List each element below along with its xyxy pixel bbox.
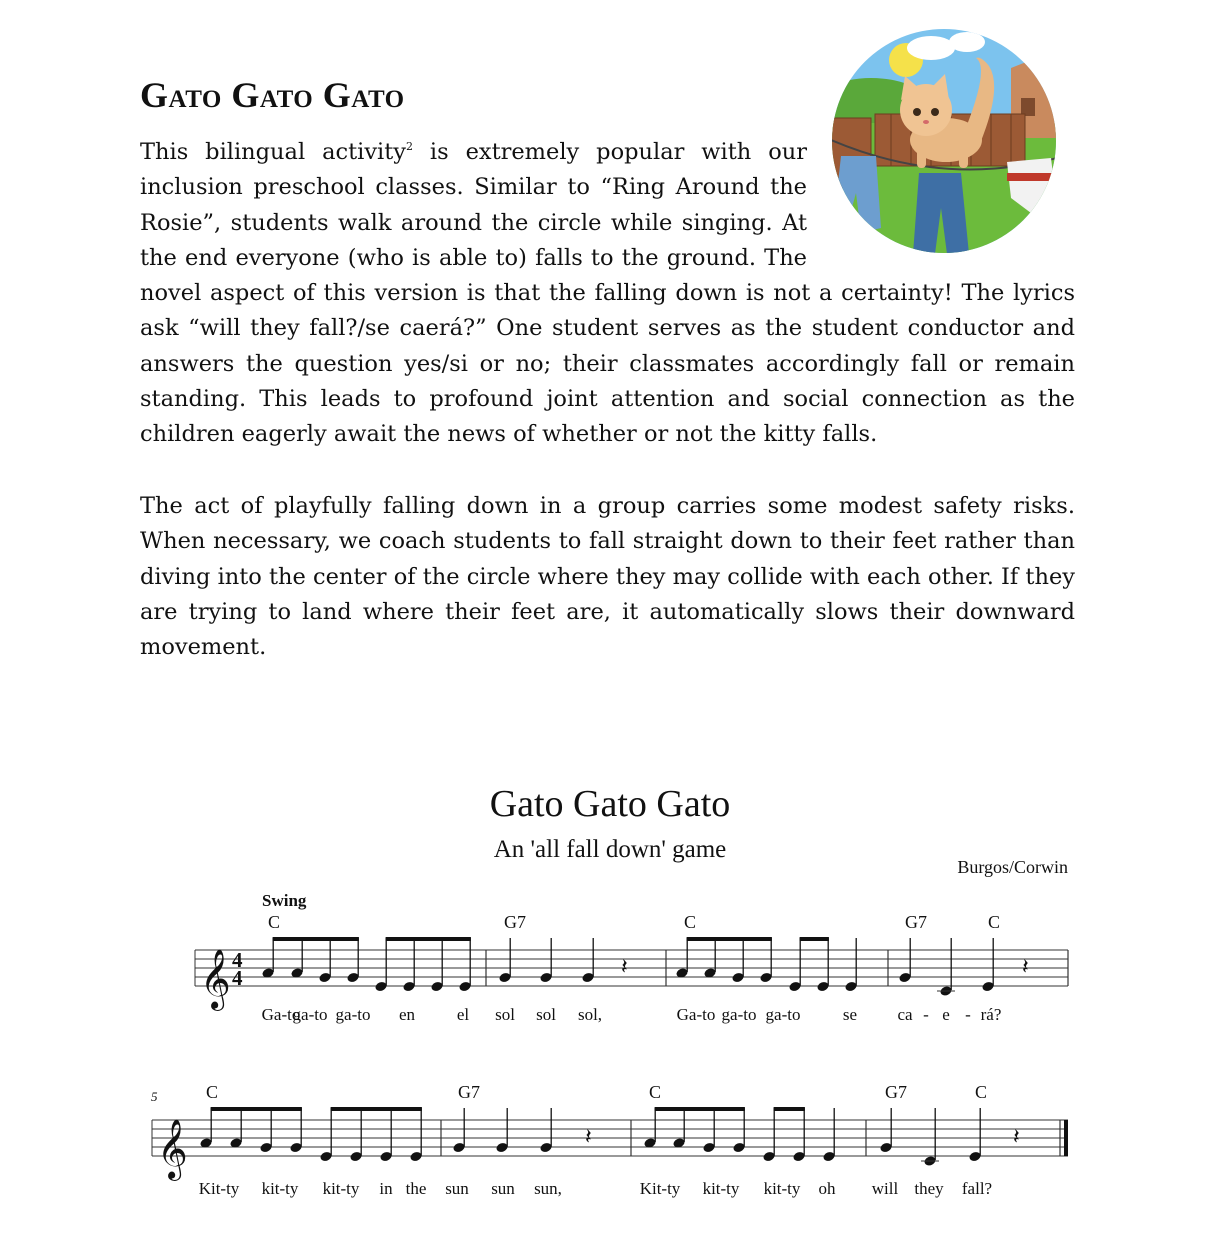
score-title: Gato Gato Gato: [489, 783, 731, 825]
score-subtitle: An 'all fall down' game: [493, 836, 727, 863]
tempo-marking: Swing: [262, 891, 307, 910]
treble-clef-icon: 𝄞: [200, 949, 231, 1009]
lyric-syllable: en: [398, 1005, 416, 1024]
lyric-syllable: will: [871, 1179, 899, 1198]
treble-clef-icon: 𝄞: [157, 1119, 188, 1179]
lyric-syllable: sol,: [577, 1005, 603, 1024]
lyric-syllable: ga-to: [765, 1005, 801, 1024]
note-beam: [211, 1107, 302, 1111]
lyric-syllable: -: [923, 1005, 929, 1024]
lyric-syllable: Kit-ty: [198, 1179, 240, 1198]
lyric-syllable: Kit-ty: [639, 1179, 681, 1198]
note-beam: [386, 937, 471, 941]
chord-symbol: G7: [885, 1082, 907, 1102]
chord-symbol: G7: [905, 912, 927, 932]
note-beam: [655, 1107, 745, 1111]
lyric-syllable: sun: [491, 1179, 515, 1198]
final-thick-barline: [1064, 1120, 1068, 1156]
lyric-syllable: ca: [897, 1005, 913, 1024]
lyric-syllable: ga-to: [335, 1005, 371, 1024]
chord-symbol: C: [268, 912, 281, 932]
chord-symbol: C: [975, 1082, 988, 1102]
lyric-syllable: sun: [445, 1179, 469, 1198]
lyric-syllable: kit-ty: [702, 1179, 740, 1198]
score-composer: Burgos/Corwin: [957, 857, 1068, 877]
note-beam: [774, 1107, 805, 1111]
lyric-syllable: sol: [495, 1005, 515, 1024]
footnote-marker: 2: [405, 140, 413, 153]
chord-symbol: C: [649, 1082, 662, 1102]
lyric-syllable: oh: [818, 1179, 836, 1198]
section-heading: Gato Gato Gato: [140, 75, 405, 115]
note-beam: [273, 937, 359, 941]
safety-paragraph: The act of playfully falling down in a group carries some modest safety risks. When necessary, we coach students to fall straight down to their feet rather than diving into the center of the circle where they may collide with each other. If they are trying to land where their feet are, it automatically slows their downward movement.: [140, 493, 1075, 661]
chord-symbol: G7: [458, 1082, 480, 1102]
lyric-syllable: e: [942, 1005, 950, 1024]
lyric-syllable: se: [842, 1005, 858, 1024]
intro-text-start: This bilingual activity: [140, 139, 406, 165]
lyric-syllable: -: [965, 1005, 971, 1024]
lyric-syllable: ga-to: [292, 1005, 328, 1024]
lyric-syllable: the: [405, 1179, 427, 1198]
lyric-syllable: Ga-to: [676, 1005, 716, 1024]
lyric-syllable: el: [456, 1005, 470, 1024]
note-beam: [331, 1107, 422, 1111]
chord-symbol: C: [684, 912, 697, 932]
chord-symbol: C: [206, 1082, 219, 1102]
chord-symbol: G7: [504, 912, 526, 932]
quarter-rest: 𝄽: [1013, 1125, 1020, 1150]
lyric-syllable: fall?: [961, 1179, 993, 1198]
intro-text-rest: is extremely popular with our inclusion preschool classes. Similar to “Ring Around the Rosie”, students walk around the circle while singing. At the end everyone (who is able to) falls to the ground. The novel aspect of this version is that the falling down is not a certainty! The lyrics ask “will they fall?/se caerá?” One student serves as the student conductor and answers the question yes/si or no; their classmates accordingly fall or remain standing. This leads to profound joint attention and social connection as the children eagerly await the news of whether or not the kitty falls.: [140, 139, 1075, 448]
lyric-syllable: ga-to: [721, 1005, 757, 1024]
measure-number: 5: [151, 1089, 158, 1104]
lyric-syllable: sol: [536, 1005, 556, 1024]
lyric-syllable: kit-ty: [322, 1179, 360, 1198]
time-signature-top: 4: [232, 948, 243, 972]
lyric-syllable: they: [914, 1179, 944, 1198]
lyric-syllable: sun,: [534, 1179, 562, 1198]
lyric-syllable: in: [379, 1179, 393, 1198]
lyric-syllable: Ga-to: [261, 1005, 301, 1024]
quarter-rest: 𝄽: [585, 1125, 592, 1150]
lyric-syllable: rá?: [980, 1005, 1002, 1024]
note-beam: [800, 937, 829, 941]
time-signature-bottom: 4: [232, 966, 243, 990]
note-beam: [687, 937, 772, 941]
lyric-syllable: kit-ty: [763, 1179, 801, 1198]
quarter-rest: 𝄽: [1022, 955, 1029, 980]
chord-symbol: C: [988, 912, 1001, 932]
quarter-rest: 𝄽: [621, 955, 628, 980]
lyric-syllable: kit-ty: [261, 1179, 299, 1198]
